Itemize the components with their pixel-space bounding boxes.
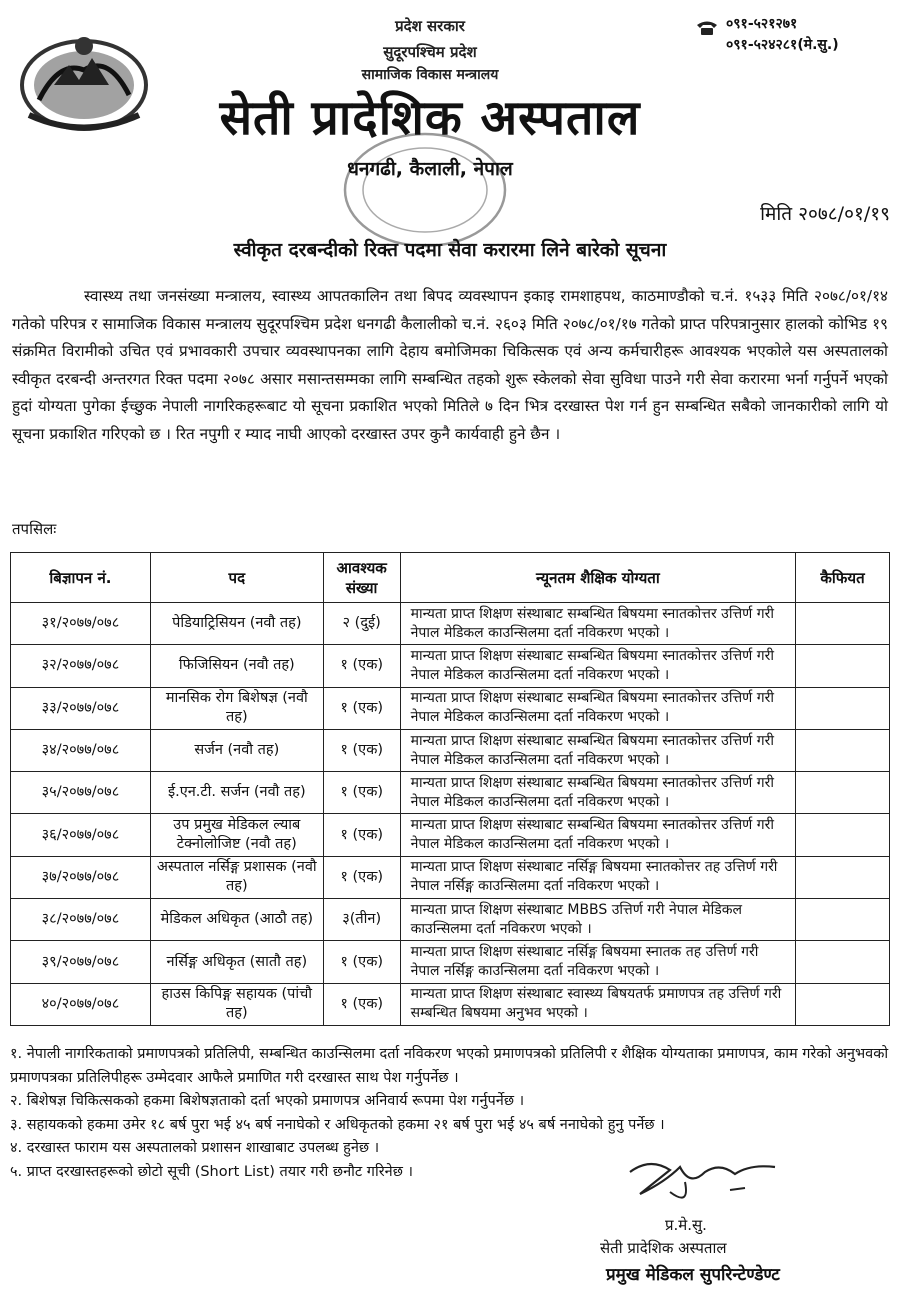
ad-number: ३८/२०७७/०७८ — [11, 899, 151, 941]
post-name: उप प्रमुख मेडिकल ल्याब टेक्नोलोजिष्ट (नवौ तह) — [150, 814, 323, 856]
post-name: मेडिकल अधिकृत (आठौ तह) — [150, 899, 323, 941]
column-header: कैफियत — [796, 553, 890, 603]
post-name: मानसिक रोग बिशेषज्ञ (नवौ तह) — [150, 687, 323, 729]
qualification: मान्यता प्राप्त शिक्षण संस्थाबाट सम्बन्धित बिषयमा स्नातकोत्तर उत्तिर्ण गरी नेपाल मेडिकल काउन्सिलमा दर्ता नविकरण भएको । — [400, 729, 795, 771]
qualification: मान्यता प्राप्त शिक्षण संस्थाबाट MBBS उत्तिर्ण गरी नेपाल मेडिकल काउन्सिलमा दर्ता नविकरण भएको । — [400, 899, 795, 941]
details-label: तपसिलः — [12, 520, 57, 538]
government-line: प्रदेश सरकार — [395, 17, 465, 35]
round-office-seal-icon — [340, 130, 510, 250]
table-row — [11, 772, 890, 814]
remark — [796, 814, 890, 856]
qualification: मान्यता प्राप्त शिक्षण संस्थाबाट सम्बन्धित बिषयमा स्नातकोत्तर उत्तिर्ण गरी नेपाल मेडिकल काउन्सिलमा दर्ता नविकरण भएको । — [400, 687, 795, 729]
ad-number: ४०/२०७७/०७८ — [11, 983, 151, 1025]
remark — [796, 772, 890, 814]
ad-number: ३५/२०७७/०७८ — [11, 772, 151, 814]
notice-title: स्वीकृत दरबन्दीको रिक्त पदमा सेवा करारमा लिने बारेको सूचना — [233, 239, 667, 261]
note-item: ४. दरखास्त फाराम यस अस्पतालको प्रशासन शाखाबाट उपलब्ध हुनेछ । — [10, 1140, 380, 1156]
table-row — [11, 899, 890, 941]
vacancy-table — [10, 552, 890, 1026]
qualification: मान्यता प्राप्त शिक्षण संस्थाबाट सम्बन्धित बिषयमा स्नातकोत्तर उत्तिर्ण गरी नेपाल मेडिकल काउन्सिलमा दर्ता नविकरण भएको । — [400, 772, 795, 814]
table-row — [11, 856, 890, 898]
note-item: १. नेपाली नागरिकताको प्रमाणपत्रको प्रतिलिपी, सम्बन्धित काउन्सिलमा दर्ता नविकरण भएको प्रमाणपत्रको प्रतिलिपी र शैक्षिक योग्यताका प्रमाणपत्र, काम गरेको अनुभवको प्रमाणपत्रका प्रतिलिपीहरू उम्मेदवार आफैले प्रमाणित गरी दरखास्त साथ पेश गर्नुपर्नेछ । — [10, 1046, 889, 1086]
required-count: ३(तीन) — [323, 899, 400, 941]
qualification: मान्यता प्राप्त शिक्षण संस्थाबाट नर्सिङ्ग बिषयमा स्नातक तह उत्तिर्ण गरी नेपाल नर्सिङ्ग काउन्सिलमा दर्ता नविकरण भएको । — [400, 941, 795, 983]
post-name: सर्जन (नवौ तह) — [150, 729, 323, 771]
hospital-name: सेती प्रादेशिक अस्पताल — [219, 90, 641, 146]
qualification: मान्यता प्राप्त शिक्षण संस्थाबाट सम्बन्धित बिषयमा स्नातकोत्तर उत्तिर्ण गरी नेपाल मेडिकल काउन्सिलमा दर्ता नविकरण भएको । — [400, 814, 795, 856]
table-row — [11, 729, 890, 771]
ministry-line: सामाजिक विकास मन्त्रालय — [361, 67, 499, 83]
note-item: ५. प्राप्त दरखास्तहरूको छोटो सूची (Short List) तयार गरी छनौट गरिनेछ । — [10, 1163, 413, 1180]
table-row — [11, 983, 890, 1025]
remark — [796, 941, 890, 983]
qualification: मान्यता प्राप्त शिक्षण संस्थाबाट स्वास्थ्य बिषयतर्फ प्रमाणपत्र तह उत्तिर्ण गरी सम्बन्धित बिषयमा अनुभव भएको । — [400, 983, 795, 1025]
hospital-address: धनगढी, कैलाली, नेपाल — [347, 158, 513, 180]
required-count: १ (एक) — [323, 729, 400, 771]
nepal-emblem-icon — [14, 30, 154, 135]
required-count: १ (एक) — [323, 645, 400, 687]
remark — [796, 899, 890, 941]
telephone-icon — [696, 20, 718, 36]
column-header: बिज्ञापन नं. — [11, 553, 151, 603]
required-count: १ (एक) — [323, 856, 400, 898]
table-row — [11, 814, 890, 856]
note-item: ३. सहायकको हकमा उमेर १८ बर्ष पुरा भई ४५ बर्ष ननाघेको र अधिकृतको हकमा २१ बर्ष पुरा भई ४५ बर्ष ननाघेको हुनु पर्नेछ । — [10, 1116, 665, 1133]
required-count: २ (दुई) — [323, 603, 400, 645]
required-count: १ (एक) — [323, 814, 400, 856]
ad-number: ३३/२०७७/०७८ — [11, 687, 151, 729]
note-item: २. बिशेषज्ञ चिकित्सकको हकमा बिशेषज्ञताको दर्ता भएको प्रमाणपत्र अनिवार्य रूपमा पेश गर्नुपर्नेछ । — [10, 1093, 525, 1109]
phone-number: ०९१-५२१२७१ — [726, 16, 798, 32]
post-name: पेडियाट्रिसियन (नवौ तह) — [150, 603, 323, 645]
phone-number: ०९१-५२४२८१(मे.सु.) — [726, 37, 839, 53]
post-name: अस्पताल नर्सिङ्ग प्रशासक (नवौ तह) — [150, 856, 323, 898]
province-line: सुदूरपश्चिम प्रदेश — [383, 43, 477, 61]
notice-date: मिति २०७८/०१/१९ — [760, 203, 890, 225]
signatory-designation: प्रमुख मेडिकल सुपरिन्टेण्डेण्ट — [606, 1265, 780, 1285]
column-header: पद — [150, 553, 323, 603]
handwritten-signature-icon — [610, 1152, 790, 1212]
required-count: १ (एक) — [323, 983, 400, 1025]
column-header: न्यूनतम शैक्षिक योग्यता — [400, 553, 795, 603]
ad-number: ३७/२०७७/०७८ — [11, 856, 151, 898]
table-row — [11, 687, 890, 729]
table-header-row — [11, 553, 890, 603]
post-name: ई.एन.टी. सर्जन (नवौ तह) — [150, 772, 323, 814]
qualification: मान्यता प्राप्त शिक्षण संस्थाबाट सम्बन्धित बिषयमा स्नातकोत्तर उत्तिर्ण गरी नेपाल मेडिकल काउन्सिलमा दर्ता नविकरण भएको । — [400, 603, 795, 645]
required-count: १ (एक) — [323, 687, 400, 729]
table-row — [11, 941, 890, 983]
table-row — [11, 645, 890, 687]
required-count: १ (एक) — [323, 772, 400, 814]
phone-numbers — [700, 14, 890, 56]
remark — [796, 603, 890, 645]
post-name: नर्सिङ्ग अधिकृत (सातौ तह) — [150, 941, 323, 983]
required-count: १ (एक) — [323, 941, 400, 983]
qualification: मान्यता प्राप्त शिक्षण संस्थाबाट सम्बन्धित बिषयमा स्नातकोत्तर उत्तिर्ण गरी नेपाल मेडिकल काउन्सिलमा दर्ता नविकरण भएको । — [400, 645, 795, 687]
column-header: आवश्यक संख्या — [323, 553, 400, 603]
remark — [796, 687, 890, 729]
remark — [796, 983, 890, 1025]
ad-number: ३२/२०७७/०७८ — [11, 645, 151, 687]
ad-number: ३१/२०७७/०७८ — [11, 603, 151, 645]
remark — [796, 729, 890, 771]
signatory-title: प्र.मे.सु. — [665, 1216, 707, 1234]
post-name: हाउस किपिङ्ग सहायक (पांचौ तह) — [150, 983, 323, 1025]
post-name: फिजिसियन (नवौ तह) — [150, 645, 323, 687]
table-row — [11, 603, 890, 645]
ad-number: ३४/२०७७/०७८ — [11, 729, 151, 771]
signatory-office: सेती प्रादेशिक अस्पताल — [600, 1239, 727, 1257]
remark — [796, 645, 890, 687]
ad-number: ३६/२०७७/०७८ — [11, 814, 151, 856]
ad-number: ३९/२०७७/०७८ — [11, 941, 151, 983]
remark — [796, 856, 890, 898]
qualification: मान्यता प्राप्त शिक्षण संस्थाबाट नर्सिङ्ग बिषयमा स्नातकोत्तर तह उत्तिर्ण गरी नेपाल नर्सिङ्ग काउन्सिलमा दर्ता नविकरण भएको । — [400, 856, 795, 898]
notice-body: स्वास्थ्य तथा जनसंख्या मन्त्रालय, स्वास्थ्य आपतकालिन तथा बिपद व्यवस्थापन इकाइ रामशाहपथ, काठमाण्डौको च.नं. १५३३ मिति २०७८/०१/१४ गतेको परिपत्र र सामाजिक विकास मन्त्रालय सुदूरपश्चिम प्रदेश धनगढी कैलालीको च.नं. २६०३ मिति २०७८/०१/१७ गतेको प्राप्त परिपत्रानुसार हालको कोभिड १९ संक्रमित विरामीको उचित एवं प्रभावकारी उपचार व्यवस्थापनका लागि देहाय बमोजिमका चिकित्सक एवं अन्य कर्मचारीहरू आवश्यक भएकोले यस अस्पतालको स्वीकृत दरबन्दी अन्तरगत रिक्त पदमा २०७८ असार मसान्तसम्मका लागि सम्बन्धित तहको शुरू स्केलको सेवा सुविधा पाउने गरी सेवा करारमा भर्ना गर्नुपर्ने भएको हुदां योग्यता पुगेका ईच्छुक नेपाली नागरिकहरूबाट यो सूचना प्रकाशित भएको मितिले ७ दिन भित्र दरखास्त पेश गर्न हुन सम्बन्धित सबैको जानकारीको लागि यो सूचना प्रकाशित गरिएको छ । रित नपुगी र म्याद नाघी आएको दरखास्त उपर कुनै कार्यवाही हुने छैन । — [12, 287, 888, 443]
